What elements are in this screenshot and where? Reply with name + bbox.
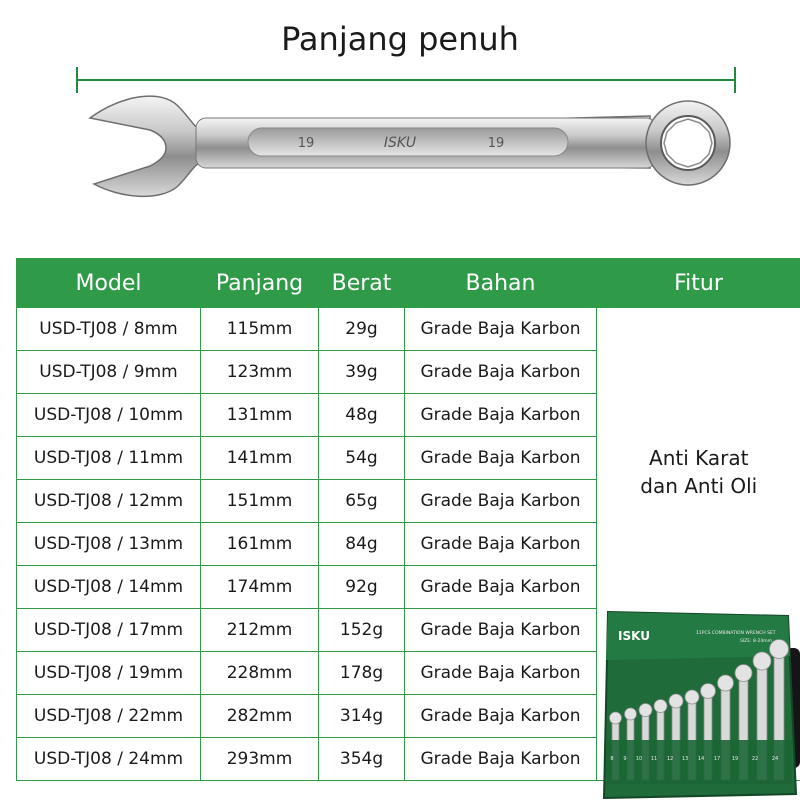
- cell-length: 115mm: [201, 308, 319, 351]
- cell-model: USD-TJ08 / 8mm: [17, 308, 201, 351]
- cell-weight: 152g: [319, 609, 405, 652]
- cell-length: 293mm: [201, 738, 319, 781]
- length-indicator-line: [76, 79, 736, 81]
- cell-material: Grade Baja Karbon: [405, 523, 597, 566]
- cell-weight: 48g: [319, 394, 405, 437]
- wrench-brand: ISKU: [384, 135, 416, 151]
- cell-model: USD-TJ08 / 14mm: [17, 566, 201, 609]
- cell-length: 123mm: [201, 351, 319, 394]
- feature-text: [597, 444, 800, 500]
- pouch-size-label: 19: [732, 756, 738, 762]
- cell-weight: 92g: [319, 566, 405, 609]
- cell-weight: 54g: [319, 437, 405, 480]
- cell-length: 228mm: [201, 652, 319, 695]
- cell-length: 282mm: [201, 695, 319, 738]
- header-feature: Fitur: [597, 259, 800, 308]
- wrench-pouch-image: [600, 608, 800, 800]
- page-title: Panjang penuh: [0, 20, 800, 58]
- cell-weight: 65g: [319, 480, 405, 523]
- pouch-size-label: 11: [651, 756, 657, 762]
- cell-model: USD-TJ08 / 10mm: [17, 394, 201, 437]
- cell-weight: 314g: [319, 695, 405, 738]
- cell-material: Grade Baja Karbon: [405, 437, 597, 480]
- wrench-right-size: 19: [488, 136, 505, 151]
- header-model: Model: [17, 259, 201, 308]
- pouch-brand: ISKU: [618, 629, 650, 643]
- pouch-size-label: 10: [636, 756, 642, 762]
- cell-length: 212mm: [201, 609, 319, 652]
- cell-length: 131mm: [201, 394, 319, 437]
- cell-length: 141mm: [201, 437, 319, 480]
- wrench-left-size: 19: [298, 136, 315, 151]
- cell-length: 161mm: [201, 523, 319, 566]
- cell-weight: 84g: [319, 523, 405, 566]
- cell-material: Grade Baja Karbon: [405, 480, 597, 523]
- feature-line-2: dan Anti Oli: [597, 472, 800, 500]
- cell-model: USD-TJ08 / 9mm: [17, 351, 201, 394]
- cell-weight: 178g: [319, 652, 405, 695]
- cell-material: Grade Baja Karbon: [405, 351, 597, 394]
- cell-weight: 39g: [319, 351, 405, 394]
- pouch-size-label: 12: [667, 756, 673, 762]
- cell-material: Grade Baja Karbon: [405, 394, 597, 437]
- cell-length: 174mm: [201, 566, 319, 609]
- cell-material: Grade Baja Karbon: [405, 738, 597, 781]
- pouch-size-label: 14: [698, 756, 704, 762]
- feature-line-1: Anti Karat: [597, 444, 800, 472]
- cell-material: Grade Baja Karbon: [405, 695, 597, 738]
- pouch-size-label: 8: [610, 756, 613, 762]
- pouch-size-text: SIZE: 8-24mm: [740, 638, 772, 644]
- header-length: Panjang: [201, 259, 319, 308]
- cell-model: USD-TJ08 / 11mm: [17, 437, 201, 480]
- cell-length: 151mm: [201, 480, 319, 523]
- cell-model: USD-TJ08 / 13mm: [17, 523, 201, 566]
- table-header-row: [17, 259, 800, 308]
- cell-weight: 354g: [319, 738, 405, 781]
- pouch-size-label: 9: [623, 756, 626, 762]
- cell-material: Grade Baja Karbon: [405, 609, 597, 652]
- cell-model: USD-TJ08 / 12mm: [17, 480, 201, 523]
- pouch-size-label: 17: [714, 756, 720, 762]
- pouch-size-label: 24: [772, 756, 778, 762]
- cell-material: Grade Baja Karbon: [405, 566, 597, 609]
- cell-material: Grade Baja Karbon: [405, 308, 597, 351]
- cell-material: Grade Baja Karbon: [405, 652, 597, 695]
- header-weight: Berat: [319, 259, 405, 308]
- header-material: Bahan: [405, 259, 597, 308]
- table-row: [17, 308, 800, 351]
- wrench-image: [0, 88, 800, 208]
- cell-model: USD-TJ08 / 17mm: [17, 609, 201, 652]
- pouch-set-title: 11PCS COMBINATION WRENCH SET: [696, 630, 776, 636]
- pouch-size-label: 13: [682, 756, 688, 762]
- pouch-size-label: 22: [752, 756, 758, 762]
- cell-model: USD-TJ08 / 22mm: [17, 695, 201, 738]
- cell-model: USD-TJ08 / 24mm: [17, 738, 201, 781]
- cell-weight: 29g: [319, 308, 405, 351]
- cell-model: USD-TJ08 / 19mm: [17, 652, 201, 695]
